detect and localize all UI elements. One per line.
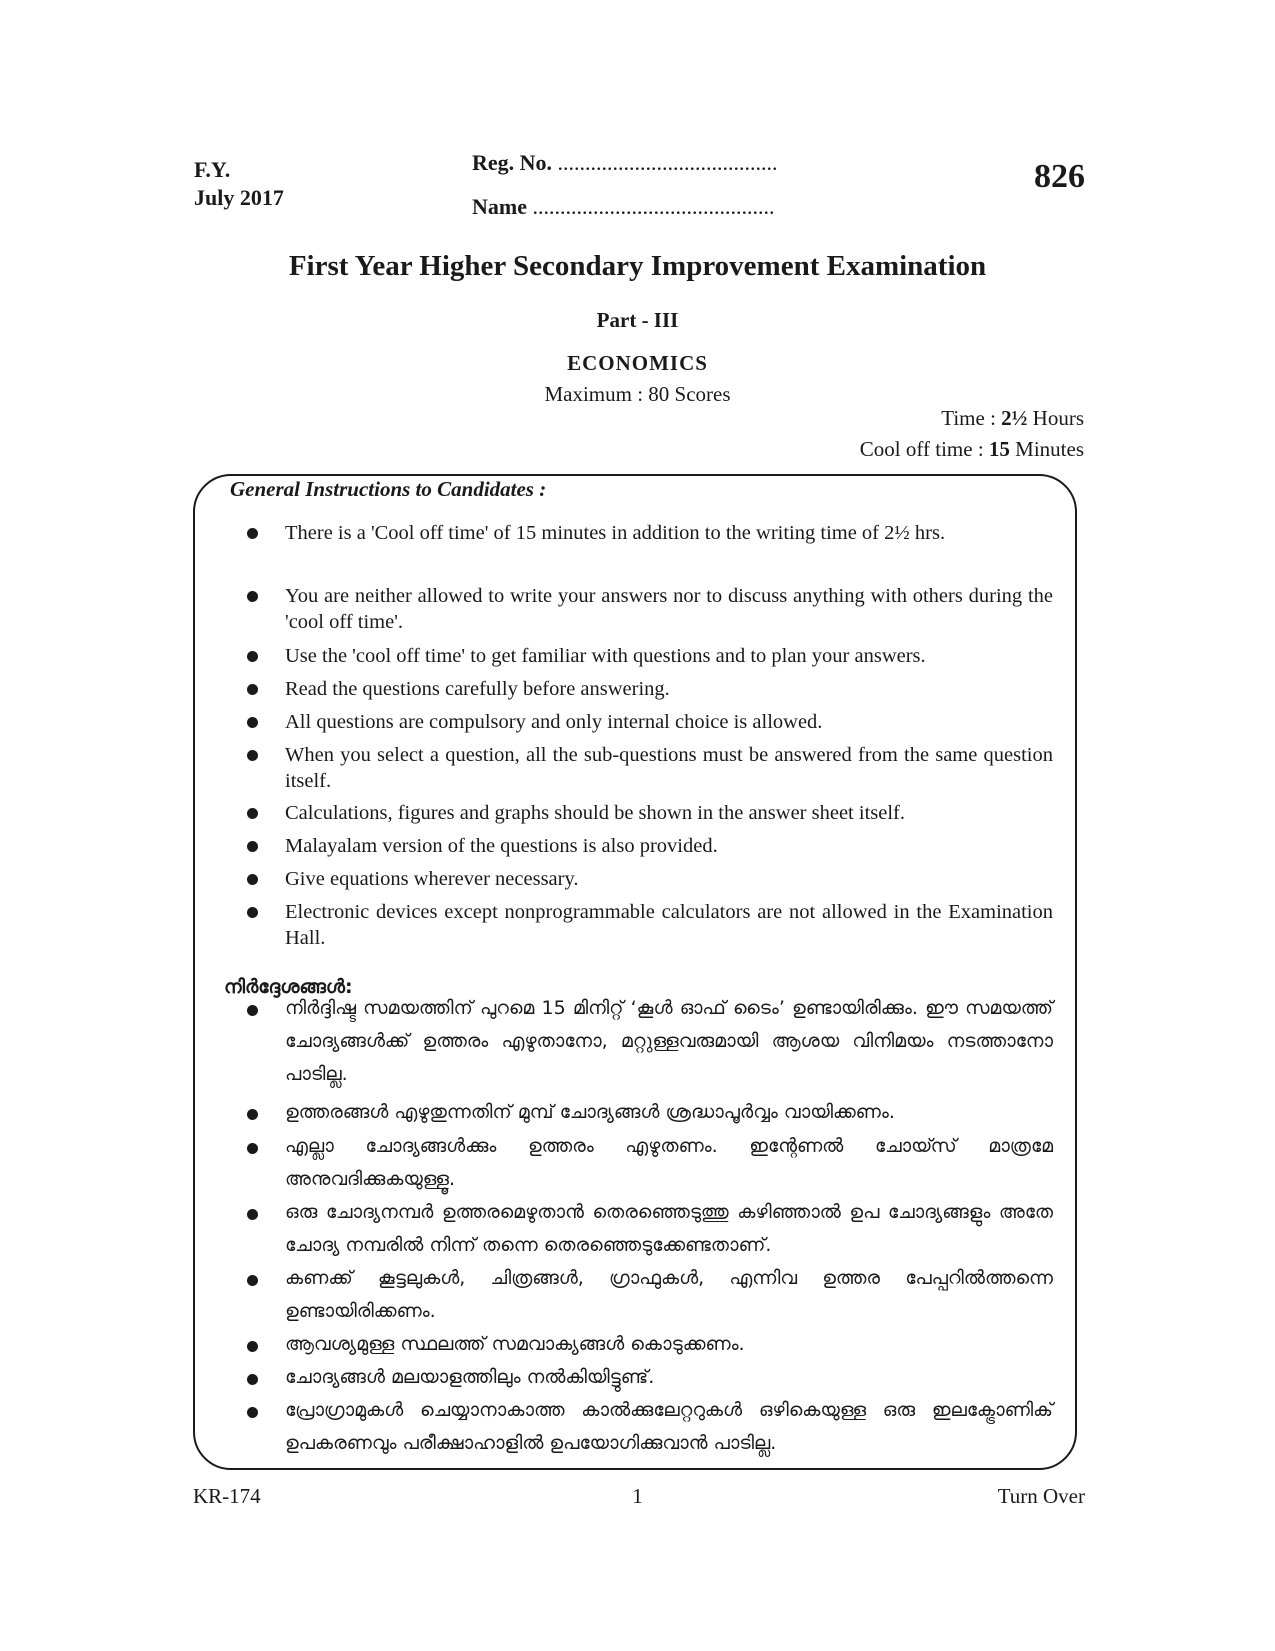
cooloff-label: Cool off time : <box>859 437 989 461</box>
malayalam-instructions-title: നിർദ്ദേശങ്ങൾ: <box>224 976 353 998</box>
bullet-icon <box>247 1109 258 1120</box>
bullet-icon <box>247 1209 258 1220</box>
cooloff-value: 15 <box>988 437 1010 461</box>
instruction-text: All questions are compulsory and only internal choice is allowed. <box>285 711 823 733</box>
instructions-title: General Instructions to Candidates : <box>224 477 552 502</box>
bullet-icon <box>247 1341 258 1352</box>
instruction-text: Use the 'cool off time' to get familiar with questions and to plan your answers. <box>285 645 926 667</box>
instruction-text: There is a 'Cool off time' of 15 minutes in addition to the writing time of 2½ hrs. <box>285 522 946 544</box>
bullet-icon <box>247 528 258 539</box>
bullet-icon <box>247 684 258 695</box>
bullet-icon <box>247 808 258 819</box>
malayalam-text: പ്രോഗ്രാമുകൾ ചെയ്യാനാകാത്ത കാൽക്കുലേറ്ററുകൾ ഒഴികെയുള്ള ഒരു ഇലക്ട്രോണിക് ഉപകരണവും പരീക്ഷാഹാളിൽ ഉപയോഗിക്കുവാൻ പാടില്ല. <box>285 1399 1053 1454</box>
malayalam-text: ഒരു ചോദ്യനമ്പർ ഉത്തരമെഴുതാൻ തെരഞ്ഞെടുത്തു കഴിഞ്ഞാൽ ഉപ ചോദ്യങ്ങളും അതേ ചോദ്യ നമ്പരിൽ നിന്ന് തന്നെ തെരഞ്ഞെടുക്കേണ്ടതാണ്. <box>285 1201 1053 1256</box>
reg-no-dots: ........................................ <box>557 150 778 175</box>
malayalam-text: എല്ലാ ചോദ്യങ്ങൾക്കും ഉത്തരം എഴുതണം. ഇന്റേണൽ ചോയ്സ് മാത്രമേ അനുവദിക്കുകയുള്ളൂ. <box>285 1135 1053 1190</box>
bullet-icon <box>247 841 258 852</box>
bullet-icon <box>247 651 258 662</box>
bullet-icon <box>247 874 258 885</box>
malayalam-text: ആവശ്യമുള്ള സ്ഥലത്ത് സമവാക്യങ്ങൾ കൊടുക്കണം. <box>285 1333 745 1355</box>
page-number: 1 <box>632 1484 643 1508</box>
footer-code: KR-174 <box>193 1484 261 1508</box>
reg-no-label: Reg. No. <box>472 150 553 175</box>
instruction-text: Calculations, figures and graphs should be shown in the answer sheet itself. <box>285 802 905 824</box>
reg-no-field[interactable] <box>472 150 778 176</box>
instruction-text: Read the questions carefully before answering. <box>285 678 670 700</box>
name-dots: ............................................ <box>532 194 775 219</box>
stream-label <box>194 156 284 212</box>
turn-over: Turn Over <box>997 1484 1085 1508</box>
session-text: July 2017 <box>194 185 284 210</box>
bullet-icon <box>247 907 258 918</box>
malayalam-text: നിർദ്ദിഷ്ട സമയത്തിന് പുറമെ 15 മിനിറ്റ് ‘കൂൾ ഓഫ് ടൈം’ ഉണ്ടായിരിക്കും. ഈ സമയത്ത് ചോദ്യങ്ങൾക്ക് ഉത്തരം എഴുതാനോ, മറ്റുള്ളവരുമായി ആശയ വിനിമയം നടത്താനോ പാടില്ല. <box>285 997 1053 1085</box>
name-label: Name <box>472 194 527 219</box>
bullet-icon <box>247 717 258 728</box>
bullet-icon <box>247 1143 258 1154</box>
time-unit: Hours <box>1027 406 1084 430</box>
stream-text: F.Y. <box>194 157 231 182</box>
max-score: Maximum : 80 Scores <box>544 382 731 406</box>
cooloff-unit: Minutes <box>1009 437 1084 461</box>
time-label: Time : <box>941 406 1002 430</box>
time-allowed <box>941 406 1084 431</box>
paper-code: 826 <box>1034 158 1085 195</box>
instruction-text: Electronic devices except nonprogrammable calculators are not allowed in the Examination Hall. <box>285 901 1053 949</box>
instruction-text: When you select a question, all the sub-questions must be answered from the same question itself. <box>285 744 1053 792</box>
malayalam-text: ഉത്തരങ്ങൾ എഴുതുന്നതിന് മുമ്പ് ചോദ്യങ്ങൾ ശ്രദ്ധാപൂർവ്വം വായിക്കണം. <box>285 1101 895 1123</box>
exam-title: First Year Higher Secondary Improvement Examination <box>288 250 987 282</box>
instruction-text: Malayalam version of the questions is also provided. <box>285 835 718 857</box>
bullet-icon <box>247 591 258 602</box>
malayalam-text: ചോദ്യങ്ങൾ മലയാളത്തിലും നൽകിയിട്ടുണ്ട്. <box>285 1366 655 1388</box>
bullet-icon <box>247 1275 258 1286</box>
bullet-icon <box>247 1374 258 1385</box>
exam-part: Part - III <box>596 308 679 332</box>
instruction-text: You are neither allowed to write your answers nor to discuss anything with others during the 'cool off time'. <box>285 585 1053 633</box>
name-field[interactable] <box>472 194 774 220</box>
time-value: 2½ <box>1001 406 1028 430</box>
bullet-icon <box>247 1407 258 1418</box>
bullet-icon <box>247 750 258 761</box>
exam-subject: ECONOMICS <box>567 351 708 375</box>
cool-off-time <box>860 437 1084 462</box>
instruction-text: Give equations wherever necessary. <box>285 868 579 890</box>
bullet-icon <box>247 1005 258 1016</box>
malayalam-text: കണക്ക് കൂട്ടലുകൾ, ചിത്രങ്ങൾ, ഗ്രാഫുകൾ, എന്നിവ ഉത്തര പേപ്പറിൽത്തന്നെ ഉണ്ടായിരിക്കണം. <box>285 1267 1053 1322</box>
